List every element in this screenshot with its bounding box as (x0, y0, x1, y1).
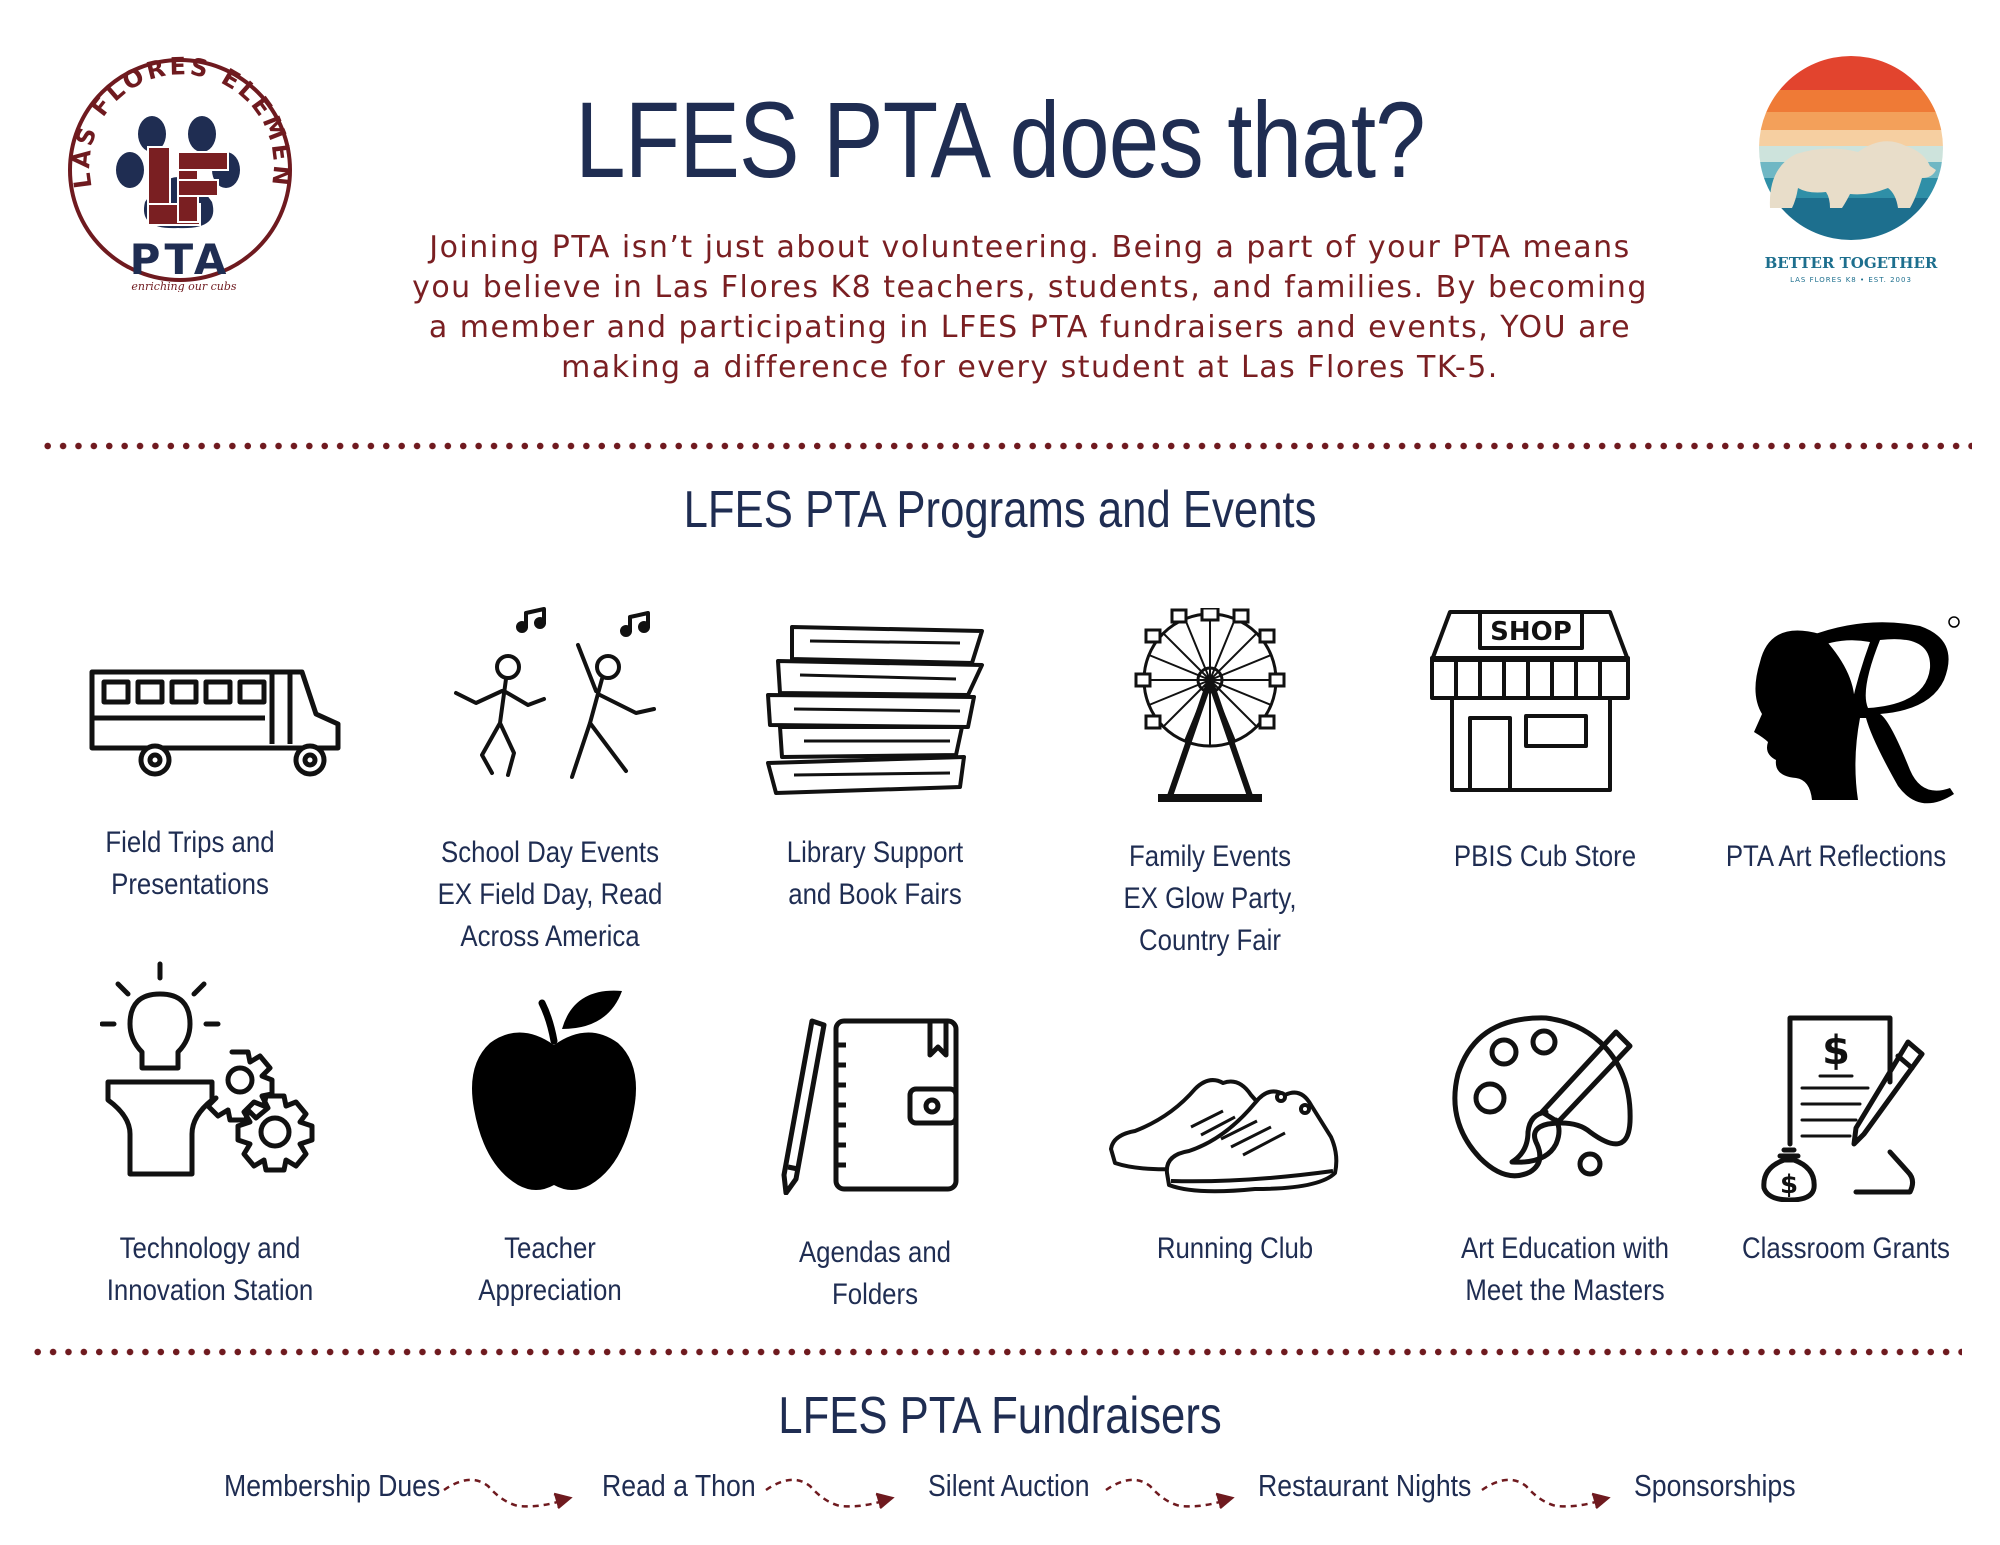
program-card (1436, 1228, 1694, 1312)
logo-motto: BETTER TOGETHER (1764, 254, 1938, 272)
program-card (81, 1228, 339, 1312)
apple-icon (470, 985, 640, 1195)
program-label: Appreciation (478, 1274, 622, 1307)
fundraiser-item: Read a Thon (602, 1468, 756, 1503)
fundraiser-item: Membership Dues (224, 1468, 441, 1503)
program-card (1106, 1228, 1364, 1270)
program-label: PTA Art Reflections (1725, 840, 1947, 873)
program-label: and Book Fairs (788, 878, 962, 911)
program-label: Innovation Station (106, 1274, 314, 1307)
program-card (746, 1232, 1004, 1316)
dotted-divider (30, 1348, 1962, 1356)
program-label: Folders (831, 1278, 919, 1311)
shop-sign-text: SHOP (1490, 617, 1572, 647)
svg-text:$: $ (1779, 1170, 1799, 1200)
program-card (1416, 836, 1674, 878)
program-label: Library Support (786, 836, 964, 869)
dotted-divider (40, 442, 1972, 450)
program-card (746, 832, 1004, 916)
program-label: Across America (460, 920, 640, 953)
paint-palette-icon (1450, 1012, 1640, 1202)
intro-line: Joining PTA isn’t just about volunteering. Being a part of your PTA means (429, 230, 1631, 265)
dancers-icon (440, 605, 670, 805)
logo-pta-text: PTA (129, 235, 231, 284)
program-card (421, 1228, 679, 1312)
school-bus-icon (80, 620, 350, 800)
fundraisers-section-title: LFES PTA Fundraisers (778, 1387, 1222, 1445)
program-label: EX Field Day, Read (437, 878, 663, 911)
agenda-pencil-icon (780, 1015, 970, 1195)
intro-line: you believe in Las Flores K8 teachers, students, and families. By becoming (412, 270, 1648, 305)
logo-arc-text: LAS FLORES ELEMEN (67, 52, 297, 191)
dashed-arrow-icon (1478, 1472, 1618, 1512)
program-label: School Day Events (441, 836, 659, 869)
intro-paragraph (300, 228, 1760, 388)
program-label: Art Education with (1461, 1232, 1669, 1265)
program-label: Teacher (504, 1232, 596, 1265)
program-label: PBIS Cub Store (1453, 840, 1637, 873)
program-label: Country Fair (1139, 924, 1281, 957)
grant-document-icon (1760, 1012, 1935, 1202)
lightbulb-gears-icon (100, 960, 330, 1190)
sneakers-icon (1105, 1055, 1340, 1205)
program-label: Field Trips and (105, 826, 275, 859)
program-label: Classroom Grants (1742, 1232, 1950, 1265)
dashed-arrow-icon (1102, 1472, 1242, 1512)
svg-text:$: $ (1822, 1028, 1850, 1074)
shop-icon (1430, 600, 1630, 800)
program-label: Meet the Masters (1465, 1274, 1665, 1307)
intro-line: a member and participating in LFES PTA fundraisers and events, YOU are (428, 310, 1632, 345)
program-card (1081, 836, 1339, 962)
program-label: Technology and (119, 1232, 301, 1265)
program-label: EX Glow Party, (1123, 882, 1297, 915)
program-card (1707, 836, 1965, 878)
intro-line: making a difference for every student at Las Flores TK-5. (561, 350, 1499, 385)
dashed-arrow-icon (762, 1472, 902, 1512)
book-stack-icon (760, 615, 990, 805)
program-label: Family Events (1128, 840, 1292, 873)
dashed-arrow-icon (440, 1472, 580, 1512)
logo-subtext: LAS FLORES K8 • EST. 2003 (1790, 276, 1912, 284)
program-card (1717, 1228, 1975, 1270)
reflections-logo-icon (1740, 610, 1965, 810)
programs-section-title: LFES PTA Programs and Events (683, 481, 1317, 539)
program-card (421, 832, 679, 958)
program-label: Presentations (111, 868, 269, 901)
logo-tagline: enriching our cubs (131, 280, 237, 292)
ferris-wheel-icon (1130, 608, 1290, 808)
program-card (61, 822, 319, 906)
fundraiser-item: Silent Auction (928, 1468, 1090, 1503)
program-label: Agendas and (798, 1236, 952, 1269)
fundraiser-item: Restaurant Nights (1258, 1468, 1472, 1503)
page-title: LFES PTA does that? (575, 79, 1425, 200)
program-label: Running Club (1156, 1232, 1314, 1265)
fundraiser-item: Sponsorships (1634, 1468, 1796, 1503)
